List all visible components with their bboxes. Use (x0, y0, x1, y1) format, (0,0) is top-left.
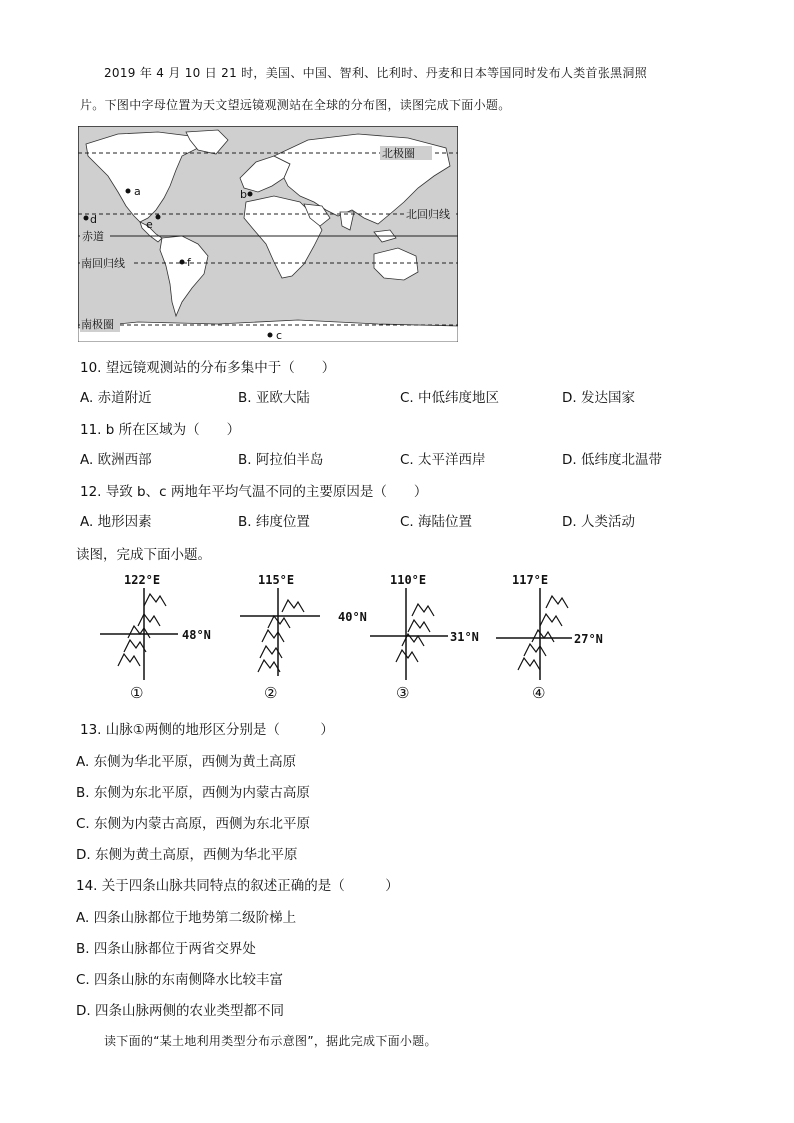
question-11-stem: 11. b 所在区域为（ ） (80, 422, 241, 438)
question-10-option-d[interactable]: D. 发达国家 (562, 390, 635, 406)
station-f-dot (180, 260, 185, 265)
question-13-stem: 13. 山脉①两侧的地形区分别是（ ） (80, 722, 334, 738)
world-map (78, 126, 458, 342)
question-14-option-a[interactable]: A. 四条山脉都位于地势第二级阶梯上 (76, 910, 297, 926)
question-10-stem: 10. 望远镜观测站的分布多集中于（ ） (80, 360, 336, 376)
station-d-label: d (90, 213, 97, 226)
mountain-3-latitude: 31°N (450, 630, 479, 644)
question-11-option-d[interactable]: D. 低纬度北温带 (562, 452, 662, 468)
station-d-dot (84, 216, 89, 221)
mountain-1-longitude: 122°E (124, 573, 161, 587)
question-14-option-b[interactable]: B. 四条山脉都位于两省交界处 (76, 941, 256, 957)
mountain-3-number: ③ (396, 684, 410, 702)
station-e-dot (156, 215, 161, 220)
footer-instruction: 读下面的“某土地利用类型分布示意图”，据此完成下面小题。 (104, 1034, 437, 1048)
question-14-stem: 14. 关于四条山脉共同特点的叙述正确的是（ ） (76, 878, 399, 894)
station-f-label: f (187, 256, 191, 269)
station-b-label: b (240, 188, 247, 201)
question-14-option-c[interactable]: C. 四条山脉的东南侧降水比较丰富 (76, 972, 284, 988)
question-10-option-b[interactable]: B. 亚欧大陆 (238, 390, 310, 406)
station-e-label: e (146, 218, 153, 231)
mountain-2-latitude: 40°N (338, 610, 367, 624)
question-12-option-b[interactable]: B. 纬度位置 (238, 514, 310, 530)
question-10-option-c[interactable]: C. 中低纬度地区 (400, 390, 500, 406)
station-c-dot (268, 333, 273, 338)
mountain-2-longitude: 115°E (258, 573, 295, 587)
section-2-intro: 读图，完成下面小题。 (76, 547, 211, 563)
mountain-4-latitude: 27°N (574, 632, 603, 646)
label-tropic-of-cancer: 北回归线 (406, 208, 450, 221)
mountain-1-latitude: 48°N (182, 628, 211, 642)
question-12-option-c[interactable]: C. 海陆位置 (400, 514, 473, 530)
mountain-3-longitude: 110°E (390, 573, 427, 587)
mountain-4-number: ④ (532, 684, 546, 702)
mountain-diagram-1 (98, 572, 258, 707)
label-equator: 赤道 (82, 230, 104, 243)
station-a-label: a (134, 185, 141, 198)
station-a-dot (126, 189, 131, 194)
question-14-option-d[interactable]: D. 四条山脉两侧的农业类型都不同 (76, 1003, 284, 1019)
label-arctic-circle: 北极圈 (382, 147, 415, 160)
question-13-option-c[interactable]: C. 东侧为内蒙古高原，西侧为东北平原 (76, 816, 311, 832)
label-antarctic-circle: 南极圈 (81, 318, 114, 331)
question-13-option-d[interactable]: D. 东侧为黄土高原，西侧为华北平原 (76, 847, 298, 863)
station-c-label: c (276, 329, 283, 342)
intro-line-1: 2019 年 4 月 10 日 21 时，美国、中国、智利、比利时、丹麦和日本等国同时发布人类首张黑洞照 (104, 66, 648, 80)
question-11-option-a[interactable]: A. 欧洲西部 (80, 452, 152, 468)
mountain-2-number: ② (264, 684, 278, 702)
question-11-option-c[interactable]: C. 太平洋西岸 (400, 452, 486, 468)
question-12-option-d[interactable]: D. 人类活动 (562, 514, 635, 530)
question-13-option-b[interactable]: B. 东侧为东北平原，西侧为内蒙古高原 (76, 785, 310, 801)
station-b-dot (248, 192, 253, 197)
intro-line-2: 片。下图中字母位置为天文望远镜观测站在全球的分布图，读图完成下面小题。 (80, 98, 511, 112)
question-11-option-b[interactable]: B. 阿拉伯半岛 (238, 452, 324, 468)
question-13-option-a[interactable]: A. 东侧为华北平原，西侧为黄土高原 (76, 754, 297, 770)
mountain-4-longitude: 117°E (512, 573, 549, 587)
question-12-stem: 12. 导致 b、c 两地年平均气温不同的主要原因是（ ） (80, 484, 428, 500)
label-tropic-of-capricorn: 南回归线 (81, 257, 125, 270)
mountain-1-number: ① (130, 684, 144, 702)
question-10-option-a[interactable]: A. 赤道附近 (80, 390, 152, 406)
question-12-option-a[interactable]: A. 地形因素 (80, 514, 152, 530)
mountain-diagram-4 (494, 572, 654, 707)
